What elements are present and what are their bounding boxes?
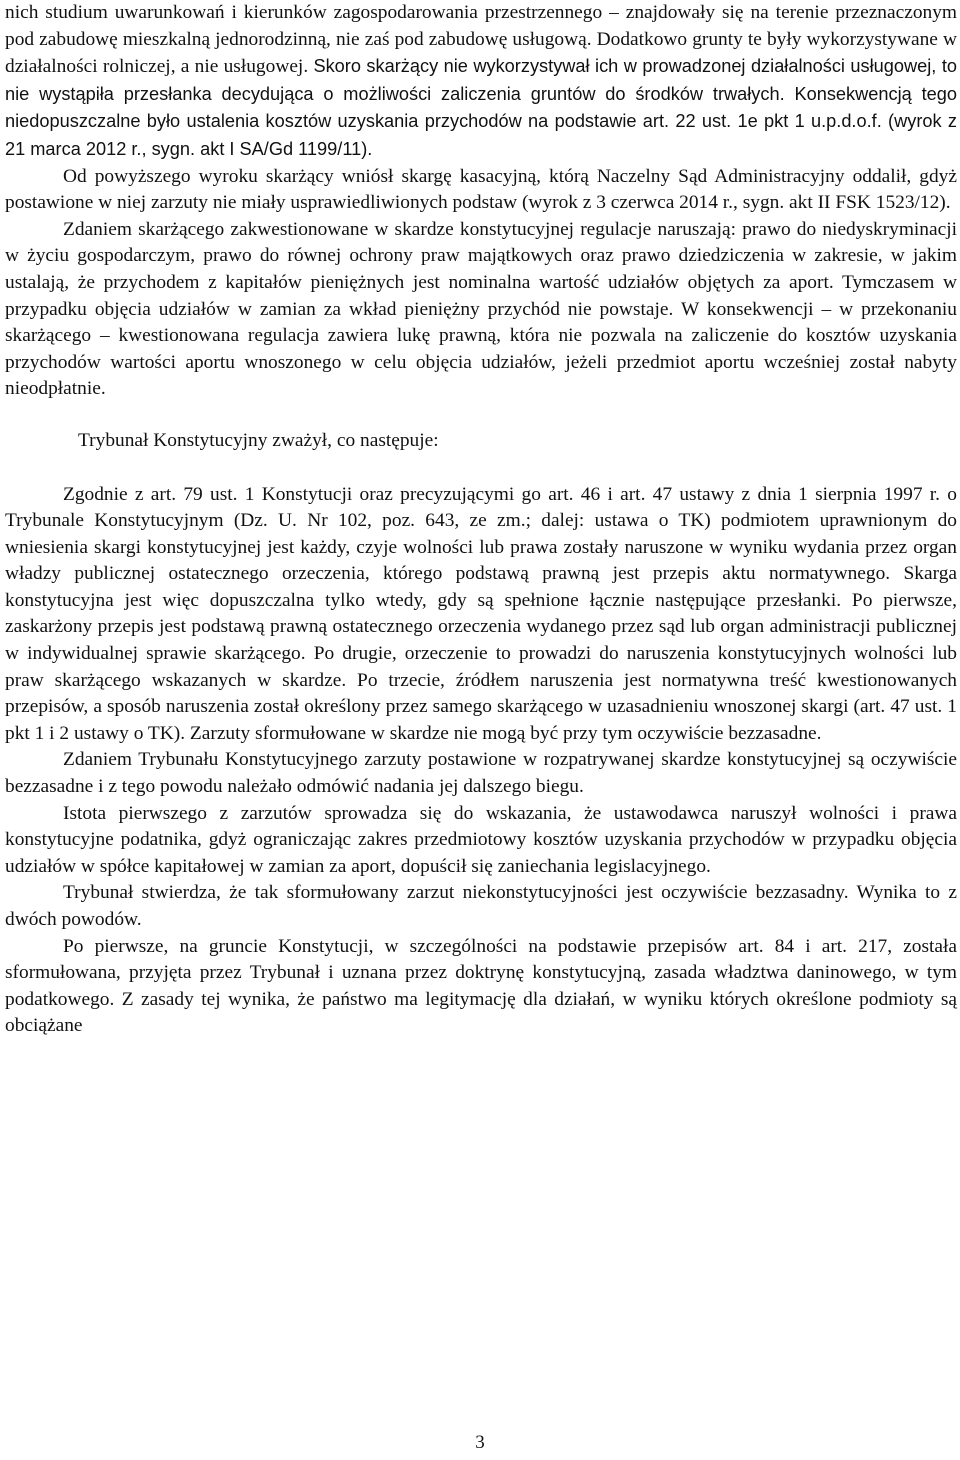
paragraph: Zdaniem skarżącego zakwestionowane w skardze konstytucyjnej regulacje naruszają: prawo do niedyskryminacji w życiu gospodarczym, prawo do równej ochrony praw majątkowych oraz prawo dziedziczenia w zakresie, w jakim ustalają, że przychodem z kapitałów pieniężnych jest nominalna wartość udziałów objętych za aport. Tymczasem w przypadku objęcia udziałów w zamian za wkład pieniężny przychód nie powstaje. W konsekwencji – w przekonaniu skarżącego – kwestionowana regulacja zawiera lukę prawną, która nie pozwala na zaliczenie do kosztów uzyskania przychodów wartości aportu wnoszonego w celu objęcia udziałów, jeżeli przedmiot aportu wcześniej został nabyty nieodpłatnie. <box>5 218 957 400</box>
paragraph-continued <box>5 0 957 164</box>
paragraph: Zgodnie z art. 79 ust. 1 Konstytucji oraz precyzującymi go art. 46 i art. 47 ustawy z dnia 1 sierpnia 1997 r. o Trybunale Konstytucyjnym (Dz. U. Nr 102, poz. 643, ze zm.; dalej: ustawa o TK) podmiotem uprawnionym do wniesienia skargi konstytucyjnej jest każdy, czyje wolności lub prawa zostały naruszone w wyniku wydania przez organ władzy publicznej ostatecznego orzeczenia, którego podstawą prawną jest przepis aktu normatywnego. Skarga konstytucyjna jest więc dopuszczalna tylko wtedy, gdy są spełnione łącznie następujące przesłanki. Po pierwsze, zaskarżony przepis jest podstawą prawną ostatecznego orzeczenia wydanego przez sąd lub organ administracji publicznej w indywidualnej sprawie skarżącego. Po drugie, orzeczenie to prowadzi do naruszenia konstytucyjnych wolności lub praw skarżącego wskazanych w skardze. Po trzecie, źródłem naruszenia jest normatywna treść kwestionowanych przepisów, a sposób naruszenia został określony przez samego skarżącego w uzasadnieniu wnoszonej skargi (art. 47 ust. 1 pkt 1 i 2 ustawy o TK). Zarzuty sformułowane w skardze nie mogą być przy tym oczywiście bezzasadne. <box>5 483 957 744</box>
paragraph: Zdaniem Trybunału Konstytucyjnego zarzuty postawione w rozpatrywanej skardze konstytucyjnej są oczywiście bezzasadne i z tego powodu należało odmówić nadania jej dalszego biegu. <box>5 749 957 798</box>
page-number: 3 <box>475 1432 485 1453</box>
paragraph: Trybunał stwierdza, że tak sformułowany zarzut niekonstytucyjności jest oczywiście bezzasadny. Wynika to z dwóch powodów. <box>5 882 957 930</box>
paragraph-text: nich studium uwarunkowań i kierunków zagospodarowania przestrzennego – znajdowały się na terenie przeznaczonym pod zabudowę mieszkalną jednorodzinną, nie zaś pod zabudowę usługową. Dodatkowo grunty te były wykorzystywane w działalności rolniczej, a nie usługowej. <box>5 2 957 78</box>
paragraph: Od powyższego wyroku skarżący wniósł skargę kasacyjną, którą Naczelny Sąd Administracyjny oddalił, gdyż postawione w niej zarzuty nie miały usprawiedliwionych podstaw (wyrok z 3 czerwca 2014 r., sygn. akt II FSK 1523/12). <box>5 165 957 214</box>
section-heading: Trybunał Konstytucyjny zważył, co następuje: <box>78 429 439 451</box>
document-body <box>5 0 957 1040</box>
paragraph: Istota pierwszego z zarzutów sprowadza się do wskazania, że ustawodawca naruszył wolności i prawa konstytucyjne podatnika, gdyż ograniczając zakres przedmiotowy kosztów uzyskania przychodów w przypadku objęcia udziałów w spółce kapitałowej w zamian za aport, dopuścił się zaniechania legislacyjnego. <box>5 802 957 877</box>
paragraph: Po pierwsze, na gruncie Konstytucji, w szczególności na podstawie przepisów art. 84 i art. 217, została sformułowana, przyjęta przez Trybunał i uznana przez doktrynę konstytucyjną, zasada władztwa daninowego, w tym podatkowego. Z zasady tej wynika, że państwo ma legitymację dla działań, w wyniku których określone podmioty są obciążane <box>5 935 957 1037</box>
paragraph-text-sans: Skoro skarżący nie wykorzystywał ich w prowadzonej działalności usługowej, to nie wystąpiła przesłanka decydująca o możliwości zaliczenia gruntów do środków trwałych. Konsekwencją tego niedopuszczalne było ustalenia kosztów uzyskania przychodów na podstawie art. 22 ust. 1e pkt 1 u.p.d.o.f. (wyrok z 21 marca 2012 r., sygn. akt I SA/Gd 1199/11). <box>5 56 957 159</box>
